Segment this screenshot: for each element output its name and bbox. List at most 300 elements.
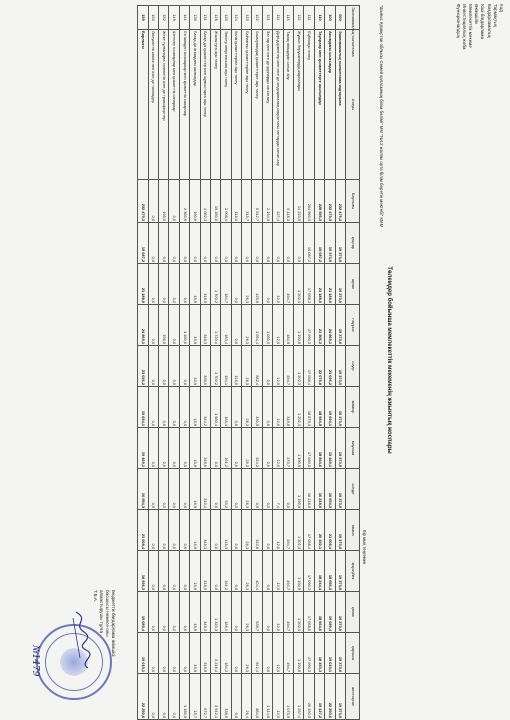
table-row (200, 6, 210, 720)
month-cell: 0,0 (169, 305, 179, 346)
table-row (210, 6, 220, 720)
month-cell: 0,0 (262, 633, 272, 674)
row-total: 204 960,3 (304, 180, 314, 223)
month-cell: 21 008,4 (138, 510, 148, 551)
column-header: қараша (346, 633, 360, 674)
row-name: Дәрі-дәрмектер мен өзге де медициналық мақсаттағы заттарды сатып алу (273, 30, 283, 180)
row-total: 5 118,3 (283, 180, 293, 223)
month-cell: 148,3 (221, 510, 231, 551)
month-cell: 0,0 (148, 428, 158, 469)
month-cell: 16 954,3 (325, 469, 335, 510)
row-code: 152 (158, 6, 168, 30)
month-cell: 0,0 (158, 264, 168, 305)
month-cell: 18 664,6 (314, 592, 324, 633)
column-header: маусым (346, 428, 360, 469)
month-cell: 0,0 (148, 387, 158, 428)
row-name: Жылытуға ақы төлеу (210, 30, 220, 180)
month-cell: 0,0 (169, 633, 179, 674)
month-cell: 23 026,2 (325, 346, 335, 387)
row-code: 141 (179, 6, 189, 30)
row-name: Жеке тұлғаларға төленетін өзге де трансферттер (158, 30, 168, 180)
table-row (190, 6, 200, 720)
month-cell: 0,0 (169, 674, 179, 720)
column-header: сәуір (346, 346, 360, 387)
table-row (242, 6, 252, 720)
month-cell: 12,0 (273, 592, 283, 633)
month-cell: 0,0 (179, 469, 189, 510)
month-cell: 0,0 (148, 264, 158, 305)
month-cell: 0,0 (210, 510, 220, 551)
month-cell: 24 869,1 (325, 305, 335, 346)
month-cell: 15,9 (190, 387, 200, 428)
month-cell: 16 218,0 (304, 469, 314, 510)
row-name: Байланыс қызметтеріне ақы төлеу (242, 30, 252, 180)
column-header (346, 6, 360, 30)
month-cell: 184,7 (221, 264, 231, 305)
approval-line: басшысы немесе оны (105, 590, 110, 637)
table-row (231, 6, 241, 720)
month-cell: 19 694,1 (325, 387, 335, 428)
month-cell: 24 869,1 (138, 305, 148, 346)
month-cell: 12,0 (273, 387, 283, 428)
month-cell: 12,0 (273, 428, 283, 469)
month-cell: 19 089,4 (138, 592, 148, 633)
month-cell: 1 190,9 (294, 551, 304, 592)
row-total: 5 512,7 (252, 180, 262, 223)
month-cell: 0,0 (169, 428, 179, 469)
row-name: Басқа да ағымдағы шығындар (190, 30, 200, 180)
month-cell: 15,9 (190, 592, 200, 633)
row-code: 111 (304, 6, 314, 30)
month-cell: 18 244,4 (314, 551, 324, 592)
month-cell: 19 373,9 (335, 510, 345, 551)
month-cell: 26,3 (242, 510, 252, 551)
table-row (138, 6, 148, 720)
header-line: Функционалдық (455, 4, 461, 38)
month-cell: 318,6 (200, 428, 210, 469)
month-cell: 26,3 (242, 346, 252, 387)
row-total: 232 479,3 (335, 180, 345, 223)
month-cell: 19 469,1 (325, 428, 335, 469)
table-row (283, 6, 293, 720)
month-cell: 1 202,3 (294, 510, 304, 551)
row-total: 127,4 (273, 180, 283, 223)
month-cell: 330,9 (252, 387, 262, 428)
month-cell: 318,5 (200, 551, 210, 592)
month-cell: 884,6 (252, 674, 262, 720)
month-cell: 494,7 (283, 551, 293, 592)
month-cell: 15,9 (190, 346, 200, 387)
month-cell: 348,3 (200, 305, 210, 346)
month-cell: 0,0 (179, 264, 189, 305)
row-total: 0,0 (169, 180, 179, 223)
month-cell: 19 373,9 (335, 387, 345, 428)
row-name: Заттар мен өзге де қорларды сатып алу (262, 30, 272, 180)
month-cell: 17 058,5 (304, 592, 314, 633)
month-cell: 17 080,3 (304, 428, 314, 469)
row-total: 2 164,5 (262, 180, 272, 223)
month-cell: 3 216,4 (210, 633, 220, 674)
month-cell: 183,4 (221, 305, 231, 346)
month-cell: 0,0 (158, 469, 168, 510)
row-code: 126 (210, 6, 220, 30)
month-cell: 338,5 (221, 674, 231, 720)
month-cell: 0,0 (169, 551, 179, 592)
month-cell: 22 075,8 (314, 346, 324, 387)
month-cell: 0,0 (179, 223, 189, 264)
month-cell: 672,7 (200, 674, 210, 720)
month-cell: 0,0 (179, 633, 189, 674)
payments-table (137, 5, 360, 720)
month-cell: 0,0 (169, 223, 179, 264)
month-cell: 19 373,9 (335, 469, 345, 510)
month-cell: 494,7 (283, 592, 293, 633)
month-cell: 404,4 (252, 551, 262, 592)
row-code: 122 (252, 6, 262, 30)
month-cell: 19 373,9 (335, 592, 345, 633)
table-row (179, 6, 189, 720)
row-code: 113 (283, 6, 293, 30)
month-cell: 1 180,0 (179, 674, 189, 720)
month-cell: 484,9 (283, 305, 293, 346)
header-line: Код (499, 4, 504, 12)
column-header: желтоқсан (346, 674, 360, 720)
month-cell: 0,0 (252, 469, 262, 510)
header-line: Кіші бағдарлама (480, 4, 486, 40)
month-cell: 15,7 (190, 674, 200, 720)
month-cell: 642,4 (252, 633, 262, 674)
table-row (304, 6, 314, 720)
month-cell: 1 700,2 (210, 346, 220, 387)
month-cell: 0,0 (158, 223, 168, 264)
month-cell: 1 320,3 (210, 592, 220, 633)
month-cell: 0,0 (231, 264, 241, 305)
document-subtitle: "Шығыс Қазақстан облысы Семей қаласының білім бөлімі" ММ "№12 жалпы орта білім беретін мектебі" КММ (379, 5, 384, 228)
approval-line: Т.Б.А. (93, 590, 98, 603)
month-cell: 319,8 (283, 387, 293, 428)
month-cell: 12,0 (273, 674, 283, 720)
row-total: 2 360,0 (179, 180, 189, 223)
month-cell: 318,5 (200, 633, 210, 674)
month-cell: 116,0 (231, 346, 241, 387)
month-cell: 0,0 (231, 223, 241, 264)
header-line: Инвестициялық жоба (461, 4, 467, 50)
month-cell: 15 087,2 (304, 223, 314, 264)
month-cell: 348,3 (200, 592, 210, 633)
column-header: мамыр (346, 387, 360, 428)
month-cell: 15,9 (190, 305, 200, 346)
row-total: 228 956,3 (314, 180, 324, 223)
month-cell: 0,0 (158, 428, 168, 469)
row-name: Ел ішіндегі іссапарлар мен қызметтік сапарлар (179, 30, 189, 180)
row-total: 232 479,3 (138, 180, 148, 223)
month-cell: 0,0 (158, 510, 168, 551)
month-cell: 0,0 (262, 264, 272, 305)
month-cell: 21 306,3 (314, 305, 324, 346)
month-cell: 0,0 (231, 674, 241, 720)
month-cell: 0,0 (179, 551, 189, 592)
month-cell: 0,0 (148, 551, 158, 592)
month-cell: 0,0 (283, 223, 293, 264)
row-code: 112 (294, 6, 304, 30)
month-cell: 18 954,8 (314, 387, 324, 428)
month-cell: 494,7 (283, 633, 293, 674)
month-cell: 184,2 (221, 633, 231, 674)
month-cell: 161,2 (221, 551, 231, 592)
table-row (252, 6, 262, 720)
month-cell: 0,0 (158, 633, 168, 674)
month-cell: 15,9 (190, 469, 200, 510)
month-cell: 1 720,4 (210, 305, 220, 346)
month-cell: 0,0 (231, 510, 241, 551)
column-header: қазан (346, 592, 360, 633)
month-cell: 186,1 (221, 592, 231, 633)
row-total: 315,7 (242, 180, 252, 223)
month-cell: 18 894,6 (314, 428, 324, 469)
month-cell: 26,3 (242, 305, 252, 346)
month-cell: 0,0 (179, 346, 189, 387)
row-name: Басқа да қызметтер мен жұмыстарға ақы төлеу (200, 30, 210, 180)
month-cell: 0,0 (231, 469, 241, 510)
month-cell: 12,0 (273, 305, 283, 346)
month-cell: 0,0 (242, 223, 252, 264)
month-cell: 0,0 (221, 223, 231, 264)
month-cell: 0,0 (262, 428, 272, 469)
header-line: Бағдарламалық (486, 4, 492, 38)
row-total: 4 082,3 (200, 180, 210, 223)
month-cell: 19 019,1 (325, 633, 335, 674)
header-codes (454, 4, 504, 49)
table-row (158, 6, 168, 720)
month-cell: 19 373,9 (335, 428, 345, 469)
month-cell: 19 373,9 (335, 633, 345, 674)
month-cell: 19 373,9 (335, 264, 345, 305)
month-cell: 15,9 (190, 633, 200, 674)
month-cell: 18 453,3 (314, 633, 324, 674)
month-cell: 19 373,9 (335, 674, 345, 720)
row-total: 190,6 (190, 180, 200, 223)
month-cell: 0,0 (148, 510, 158, 551)
column-header: қыркүйек (346, 551, 360, 592)
month-cell: 12,0 (273, 551, 283, 592)
month-cell: 494,7 (283, 264, 293, 305)
month-cell: 0,0 (231, 428, 241, 469)
handwritten-number: №1479 (30, 645, 40, 677)
header-line: Әкімшілік (474, 4, 480, 25)
table-row (221, 6, 231, 720)
unit-label: Бір мың теңгемен (362, 530, 367, 565)
month-cell: 0,0 (169, 510, 179, 551)
month-cell: 0,0 (231, 387, 241, 428)
month-cell: 0,0 (262, 346, 272, 387)
month-cell: 0,0 (210, 223, 220, 264)
row-total: 0,0 (148, 180, 158, 223)
month-cell: 26,3 (242, 387, 252, 428)
month-cell: 21 188,0 (325, 264, 335, 305)
row-code: 125 (221, 6, 231, 30)
month-cell: 318,5 (200, 264, 210, 305)
month-cell: 0,0 (210, 469, 220, 510)
month-cell: 1 680,4 (210, 387, 220, 428)
row-total: 15 280,0 (210, 180, 220, 223)
month-cell: 21 008,4 (325, 510, 335, 551)
month-cell: 0,0 (262, 223, 272, 264)
table-row (335, 6, 345, 720)
month-cell: 0,0 (210, 428, 220, 469)
month-cell: 0,0 (169, 469, 179, 510)
month-cell: 17 058,4 (304, 346, 314, 387)
month-cell: 26,3 (242, 428, 252, 469)
month-cell: 1 202,3 (294, 346, 304, 387)
month-cell: 26,4 (242, 674, 252, 720)
month-cell: 344,2 (200, 387, 210, 428)
row-name: Коммуналдық қызметтерге ақы төлеу (252, 30, 262, 180)
month-cell: 0,0 (169, 387, 179, 428)
column-header: Атауы (346, 30, 360, 180)
row-name: Электр энергиясына ақы төлеу (221, 30, 231, 180)
row-code: 124 (231, 6, 241, 30)
row-name: Экономикалық сыныптама кодтарына (335, 30, 345, 180)
month-cell: 16 879,3 (304, 387, 314, 428)
month-cell: 1 202,3 (294, 387, 304, 428)
month-cell: 22 250,6 (138, 674, 148, 720)
month-cell: 0,0 (158, 346, 168, 387)
month-cell: 1 190,9 (294, 305, 304, 346)
month-cell: 12,0 (273, 633, 283, 674)
month-cell: 19 373,9 (325, 223, 335, 264)
month-cell: 19 373,9 (335, 223, 345, 264)
month-cell: 0,0 (158, 592, 168, 633)
month-cell: 0,0 (200, 223, 210, 264)
month-cell: 0,0 (179, 592, 189, 633)
row-code: 153 (148, 6, 158, 30)
month-cell: 19 427,2 (314, 674, 324, 720)
month-cell: 0,0 (231, 633, 241, 674)
month-cell: 15,9 (190, 264, 200, 305)
month-cell: 1 190,9 (294, 469, 304, 510)
month-cell: 270,7 (283, 428, 293, 469)
row-name: Ағымдағы шығындар (325, 30, 335, 180)
row-code: 135 (190, 6, 200, 30)
month-cell: 494,7 (283, 346, 293, 387)
row-code: 000 (335, 6, 345, 30)
month-cell: 1 050,0 (262, 305, 272, 346)
month-cell: 0,0 (169, 592, 179, 633)
month-cell: 16 954,3 (138, 469, 148, 510)
month-cell: 0,0 (158, 387, 168, 428)
month-cell: 0,0 (179, 510, 189, 551)
month-cell: 0,0 (148, 592, 158, 633)
row-code: 123 (242, 6, 252, 30)
month-cell: 0,0 (273, 223, 283, 264)
row-name: Тауарлар мен қызметтерге шығындар (314, 30, 324, 180)
month-cell: 16 218,0 (314, 469, 324, 510)
month-cell: 0,0 (262, 469, 272, 510)
month-cell: 310,4 (200, 469, 210, 510)
month-cell: 161,2 (221, 428, 231, 469)
row-code: 110 (314, 6, 324, 30)
month-cell: 7,4 (273, 469, 283, 510)
month-cell: 12,0 (273, 510, 283, 551)
month-cell: 20 190,5 (304, 674, 314, 720)
month-cell: 324,2 (252, 428, 262, 469)
month-cell: 0,0 (169, 346, 179, 387)
month-cell: 23 026,2 (138, 346, 148, 387)
month-cell: 336,0 (200, 346, 210, 387)
month-cell: 0,0 (210, 551, 220, 592)
month-cell: 0,0 (148, 469, 158, 510)
month-cell: 0,0 (231, 305, 241, 346)
month-cell: 0,0 (148, 305, 158, 346)
month-cell: 93,2 (221, 469, 231, 510)
row-name: Тамақ өнімдерін сатып алу (283, 30, 293, 180)
month-cell: 0,0 (294, 223, 304, 264)
month-cell: 17 090,3 (304, 305, 314, 346)
month-cell: 26,3 (242, 469, 252, 510)
row-code: 114 (273, 6, 283, 30)
month-cell: 1 202,3 (294, 264, 304, 305)
column-header: тамыз (346, 510, 360, 551)
month-cell: 22 250,6 (325, 674, 335, 720)
row-code: 131 (200, 6, 210, 30)
signature-icon (70, 610, 92, 670)
month-cell: 21 188,0 (138, 264, 148, 305)
column-header: қаңтар (346, 223, 360, 264)
month-cell: 19 469,1 (138, 428, 148, 469)
table-row (325, 6, 335, 720)
month-cell: 1 190,9 (294, 633, 304, 674)
table-row (262, 6, 272, 720)
month-cell: 26,3 (242, 551, 252, 592)
month-cell: 0,0 (231, 592, 241, 633)
month-cell: 26,3 (242, 633, 252, 674)
month-cell: 494,7 (283, 510, 293, 551)
month-cell: 1 054,4 (252, 305, 262, 346)
row-total: 14 223,5 (294, 180, 304, 223)
month-cell: 0,0 (179, 387, 189, 428)
month-cell: 19 373,9 (335, 346, 345, 387)
column-header: Барлығы (346, 180, 360, 223)
month-cell: 17 058,4 (304, 510, 314, 551)
month-cell: 0,0 (190, 223, 200, 264)
month-cell: 1 114,5 (262, 674, 272, 720)
month-cell: 0,0 (262, 592, 272, 633)
column-header: шілде (346, 469, 360, 510)
table-row (273, 6, 283, 720)
column-header: наурыз (346, 305, 360, 346)
month-cell: 0,0 (169, 264, 179, 305)
row-name: Әлеуметтік көмек пен өзге де төлемдер (148, 30, 158, 180)
month-cell: 19 694,1 (138, 387, 148, 428)
table-row (294, 6, 304, 720)
month-cell: 195,0 (158, 305, 168, 346)
month-cell: 19 089,4 (325, 592, 335, 633)
month-cell: 0,0 (148, 346, 158, 387)
month-cell: 3 942,1 (210, 674, 220, 720)
month-cell: 348,3 (200, 510, 210, 551)
row-code: 100 (325, 6, 335, 30)
month-cell: 184,1 (221, 346, 231, 387)
month-cell: 183,4 (221, 387, 231, 428)
table-header-row (346, 6, 360, 720)
month-cell: 0,0 (283, 469, 293, 510)
column-header: ақпан (346, 264, 360, 305)
row-name: Барлығы (138, 30, 148, 180)
month-cell: 0,0 (262, 510, 272, 551)
month-cell: 12,0 (273, 264, 283, 305)
month-cell: 0,0 (262, 551, 272, 592)
month-cell: 1 180,0 (179, 305, 189, 346)
